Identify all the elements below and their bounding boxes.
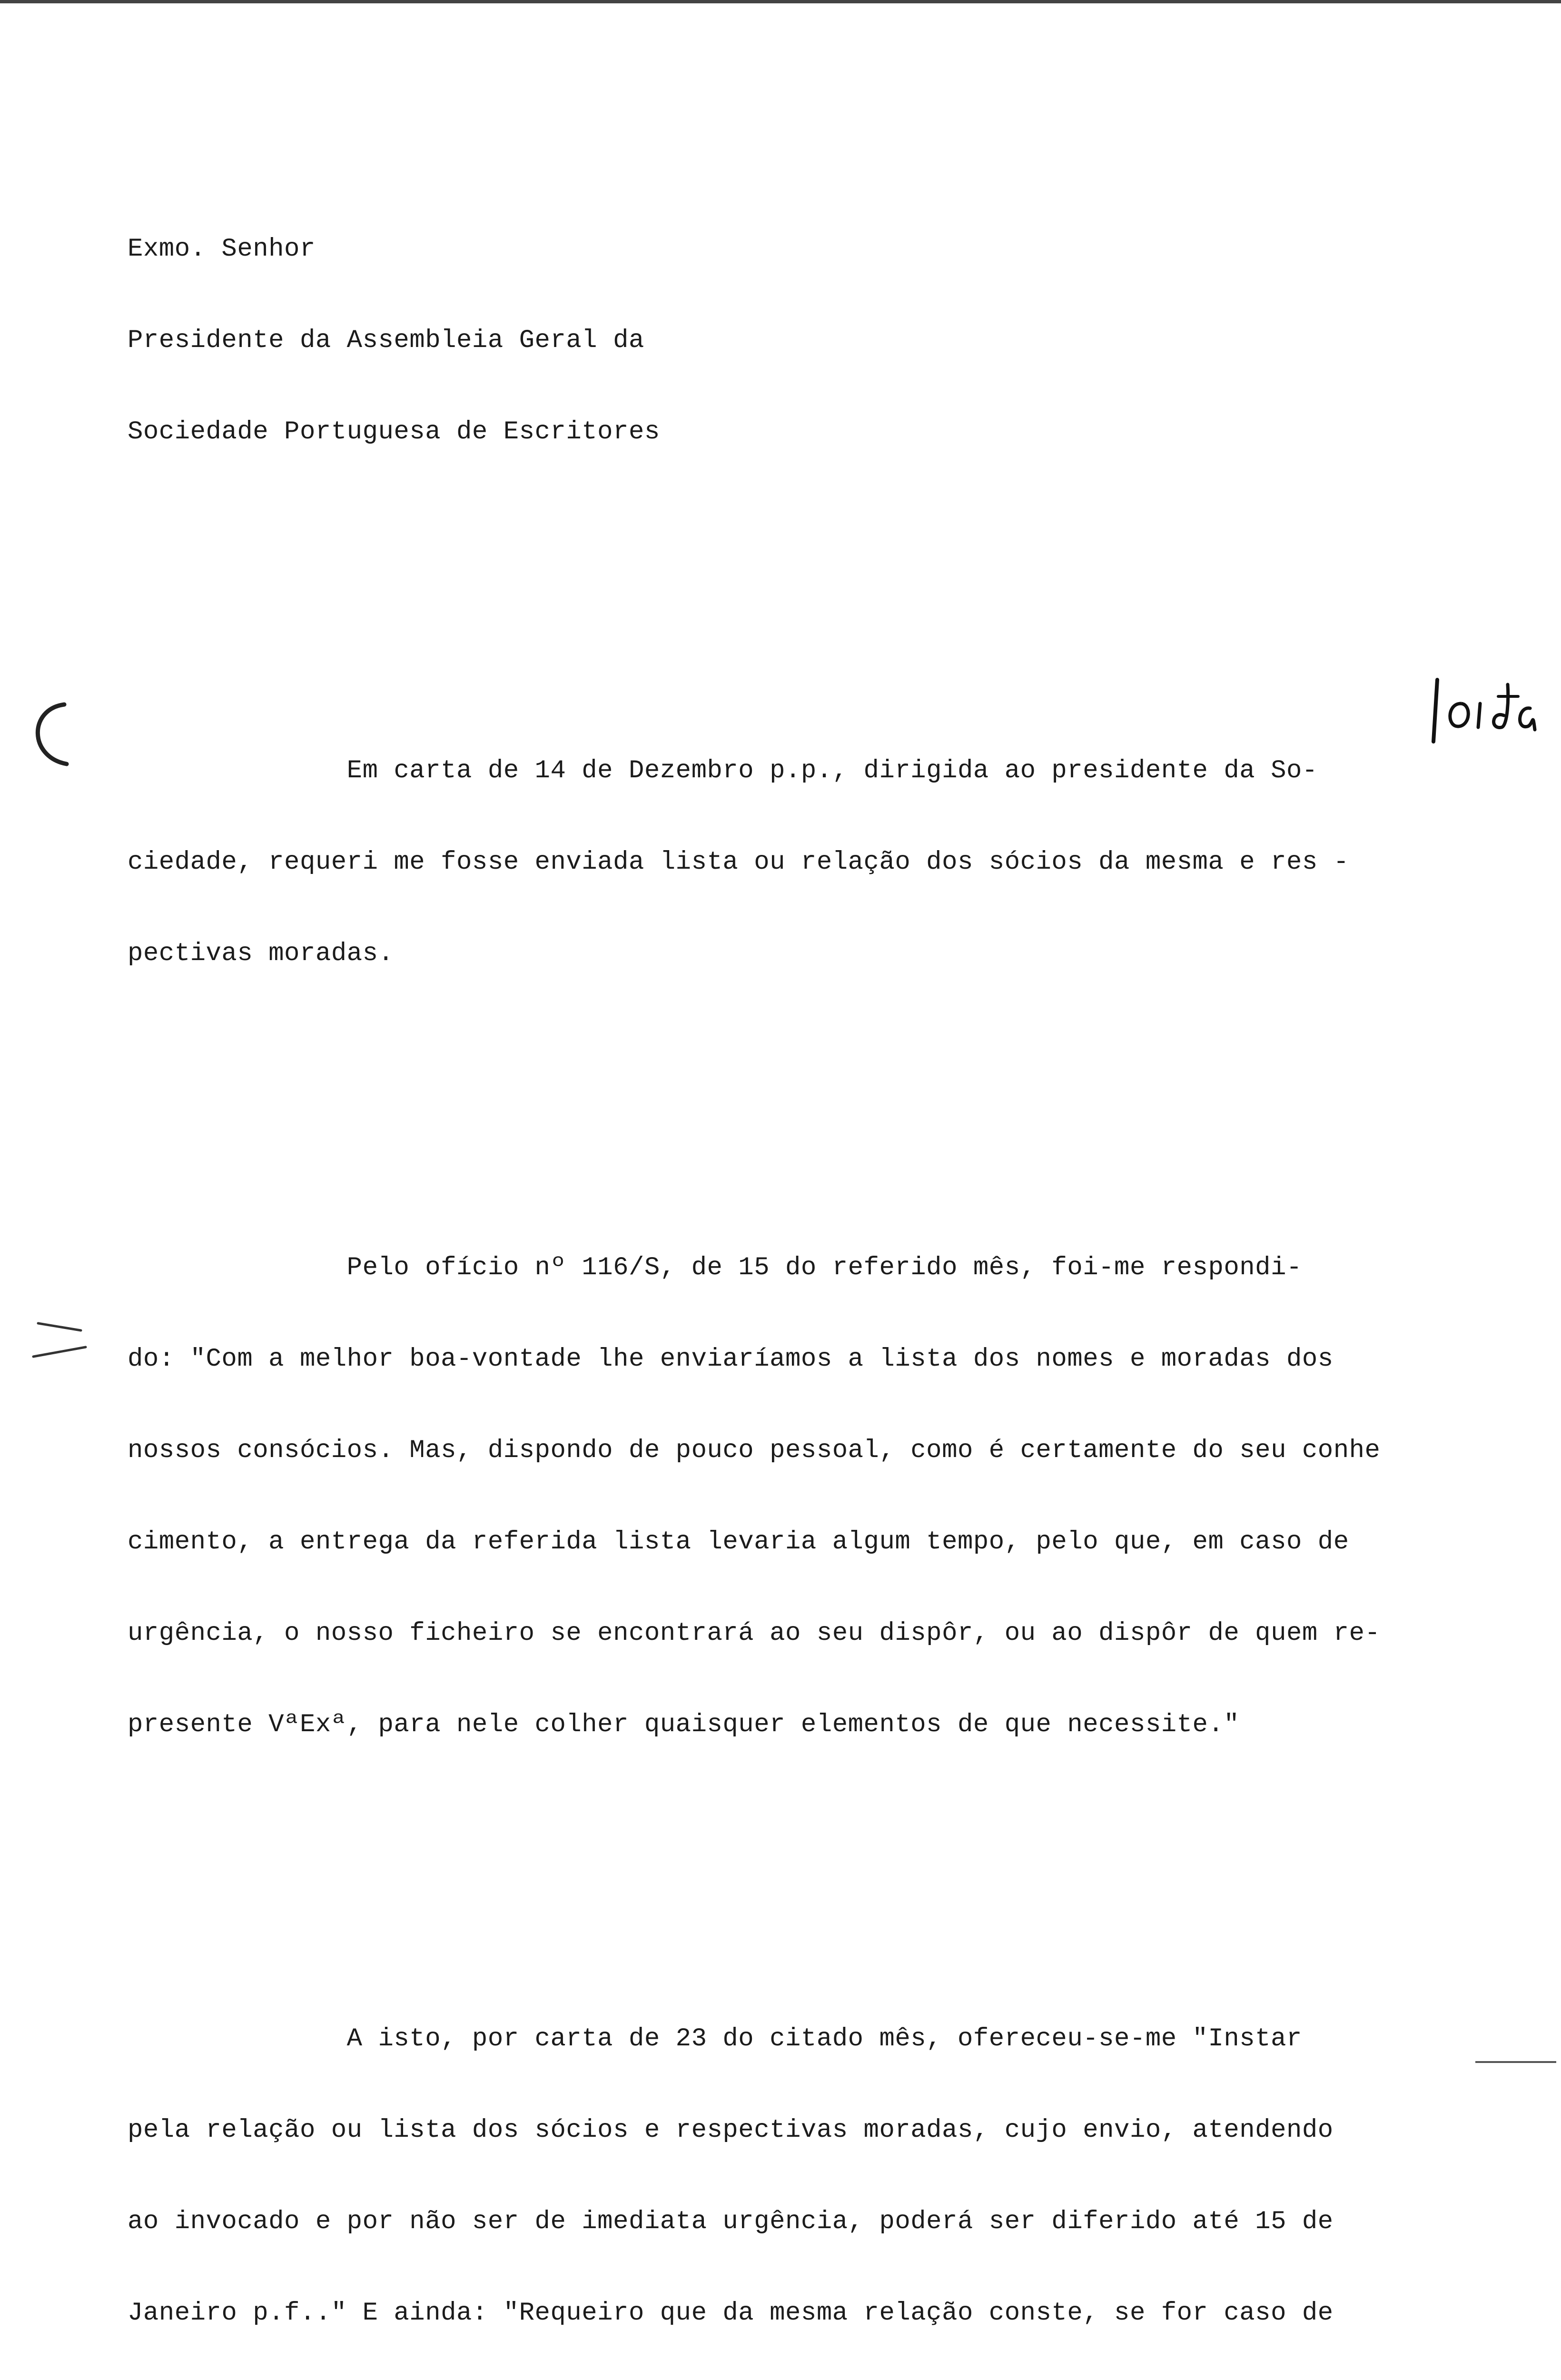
text-line: nossos consócios. Mas, dispondo de pouco pessoal, como é certamente do seu conhe: [128, 1436, 1381, 1465]
text-line: urgência, o nosso ficheiro se encontrará ao seu dispôr, ou ao dispôr de quem re-: [128, 1619, 1381, 1648]
text-line: Janeiro p.f.." E ainda: "Requeiro que da mesma relação conste, se for caso de: [128, 2299, 1334, 2328]
addressee-block: [128, 173, 1479, 508]
salutation-line: Presidente da Assembleia Geral da: [128, 326, 644, 355]
page-top-edge: [0, 0, 1561, 3]
text-line: ao invocado e por não ser de imediata urgência, poderá ser diferido até 15 de: [128, 2207, 1334, 2236]
bottom-edge-line: [1475, 2061, 1556, 2063]
text-line: Em carta de 14 de Dezembro p.p., dirigida ao presidente da So-: [128, 756, 1318, 785]
margin-bracket-mark: [19, 700, 76, 771]
text-line: do: "Com a melhor boa-vontade lhe enviaríamos a lista dos nomes e moradas dos: [128, 1345, 1334, 1374]
text-line: cimento, a entrega da referida lista levaria algum tempo, pelo que, em caso de: [128, 1527, 1349, 1557]
letter-body: [128, 112, 1479, 2380]
margin-dash-mark: [24, 1314, 90, 1366]
text-line: Pelo ofício nº 116/S, de 15 do referido mês, foi-me respondi-: [128, 1253, 1302, 1282]
salutation-line: Exmo. Senhor: [128, 235, 316, 264]
handwritten-correction: [1428, 670, 1542, 746]
salutation-line: Sociedade Portuguesa de Escritores: [128, 417, 660, 446]
text-line: A isto, por carta de 23 do citado mês, ofereceu-se-me "Instar: [128, 2024, 1302, 2053]
text-line: pela relação ou lista dos sócios e respectivas moradas, cujo envio, atendendo: [128, 2116, 1334, 2145]
paragraph-1: [128, 695, 1479, 1030]
text-line: presente VªExª, para nele colher quaisquer elementos de que necessite.": [128, 1710, 1240, 1739]
paragraph-2: [128, 1192, 1479, 1801]
text-line: pectivas moradas.: [128, 939, 394, 968]
text-line: ciedade, requeri me fosse enviada lista ou relação dos sócios da mesma e res -: [128, 848, 1349, 877]
paragraph-3: [128, 1963, 1479, 2380]
